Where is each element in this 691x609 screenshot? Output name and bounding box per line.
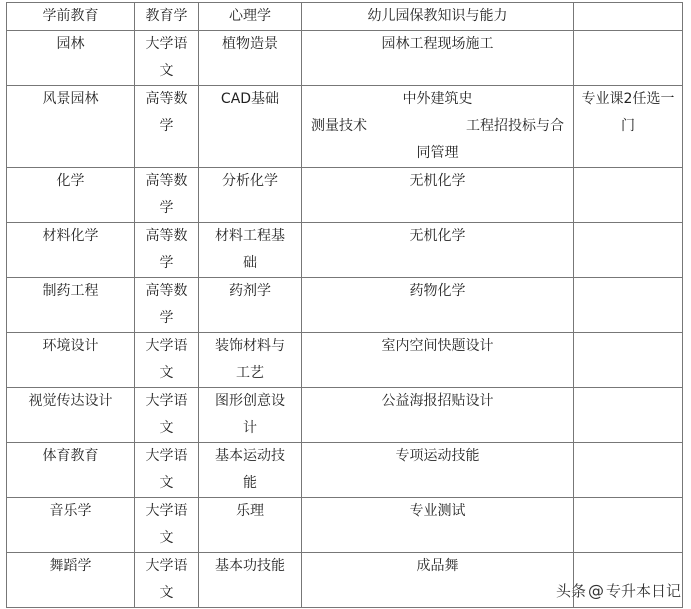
cell-major: 环境设计	[7, 333, 135, 388]
cell-basic-course: 分析化学	[199, 168, 302, 223]
table-row	[7, 168, 683, 223]
course-architecture-history: 中外建筑史	[402, 91, 473, 107]
cell-note	[574, 278, 683, 333]
cell-note	[574, 388, 683, 443]
cell-major: 学前教育	[7, 3, 135, 31]
cell-major: 舞蹈学	[7, 553, 135, 608]
cell-basic-course: 基本功技能	[199, 553, 302, 608]
table-row	[7, 223, 683, 278]
cell-public-course: 高等数 学	[135, 278, 199, 333]
course-bidding: 工程招投标与合	[466, 118, 564, 134]
cell-note	[574, 31, 683, 86]
course-bidding-cont: 同管理	[416, 145, 459, 161]
table-row	[7, 333, 683, 388]
cell-basic-course: 装饰材料与 工艺	[199, 333, 302, 388]
cell-professional-course: 药物化学	[302, 278, 574, 333]
cell-professional-course: 专项运动技能	[302, 443, 574, 498]
cell-public-course: 大学语 文	[135, 553, 199, 608]
cell-major: 制药工程	[7, 278, 135, 333]
table-row	[7, 498, 683, 553]
cell-professional-course: 专业测试	[302, 498, 574, 553]
cell-major: 风景园林	[7, 86, 135, 168]
table-row	[7, 31, 683, 86]
cell-public-course: 高等数 学	[135, 86, 199, 168]
cell-basic-course: 材料工程基 础	[199, 223, 302, 278]
cell-note	[574, 498, 683, 553]
table-row	[7, 86, 683, 168]
cell-public-course: 大学语 文	[135, 31, 199, 86]
table-row	[7, 388, 683, 443]
cell-basic-course: 基本运动技 能	[199, 443, 302, 498]
cell-basic-course: 植物造景	[199, 31, 302, 86]
cell-major: 视觉传达设计	[7, 388, 135, 443]
cell-note	[574, 223, 683, 278]
cell-note	[574, 3, 683, 31]
cell-major: 体育教育	[7, 443, 135, 498]
cell-public-course: 大学语 文	[135, 498, 199, 553]
cell-professional-course	[302, 86, 574, 168]
cell-professional-course: 无机化学	[302, 168, 574, 223]
cell-professional-course: 公益海报招贴设计	[302, 388, 574, 443]
at-icon: @	[587, 581, 604, 600]
cell-major: 化学	[7, 168, 135, 223]
cell-professional-course: 室内空间快题设计	[302, 333, 574, 388]
watermark-name: 专升本日记	[605, 582, 681, 600]
course-surveying: 测量技术	[311, 118, 367, 134]
table-row	[7, 443, 683, 498]
cell-note: 专业课2任选一 门	[574, 86, 683, 168]
cell-professional-course: 园林工程现场施工	[302, 31, 574, 86]
table-row	[7, 278, 683, 333]
cell-public-course: 高等数 学	[135, 223, 199, 278]
cell-major: 音乐学	[7, 498, 135, 553]
cell-basic-course: 乐理	[199, 498, 302, 553]
cell-note	[574, 443, 683, 498]
cell-basic-course: 药剂学	[199, 278, 302, 333]
cell-public-course: 大学语 文	[135, 443, 199, 498]
cell-public-course: 高等数 学	[135, 168, 199, 223]
cell-public-course: 教育学	[135, 3, 199, 31]
cell-basic-course: 心理学	[199, 3, 302, 31]
cell-note	[574, 168, 683, 223]
cell-professional-course: 成品舞	[302, 553, 574, 608]
curriculum-table	[6, 2, 683, 608]
cell-major: 材料化学	[7, 223, 135, 278]
cell-basic-course: CAD基础	[199, 86, 302, 168]
watermark-prefix: 头条	[555, 582, 586, 600]
cell-basic-course: 图形创意设 计	[199, 388, 302, 443]
cell-major: 园林	[7, 31, 135, 86]
cell-note	[574, 333, 683, 388]
cell-public-course: 大学语 文	[135, 388, 199, 443]
cell-professional-course: 无机化学	[302, 223, 574, 278]
cell-professional-course: 幼儿园保教知识与能力	[302, 3, 574, 31]
cell-public-course: 大学语 文	[135, 333, 199, 388]
table-header-row	[7, 3, 683, 31]
watermark	[556, 580, 681, 601]
